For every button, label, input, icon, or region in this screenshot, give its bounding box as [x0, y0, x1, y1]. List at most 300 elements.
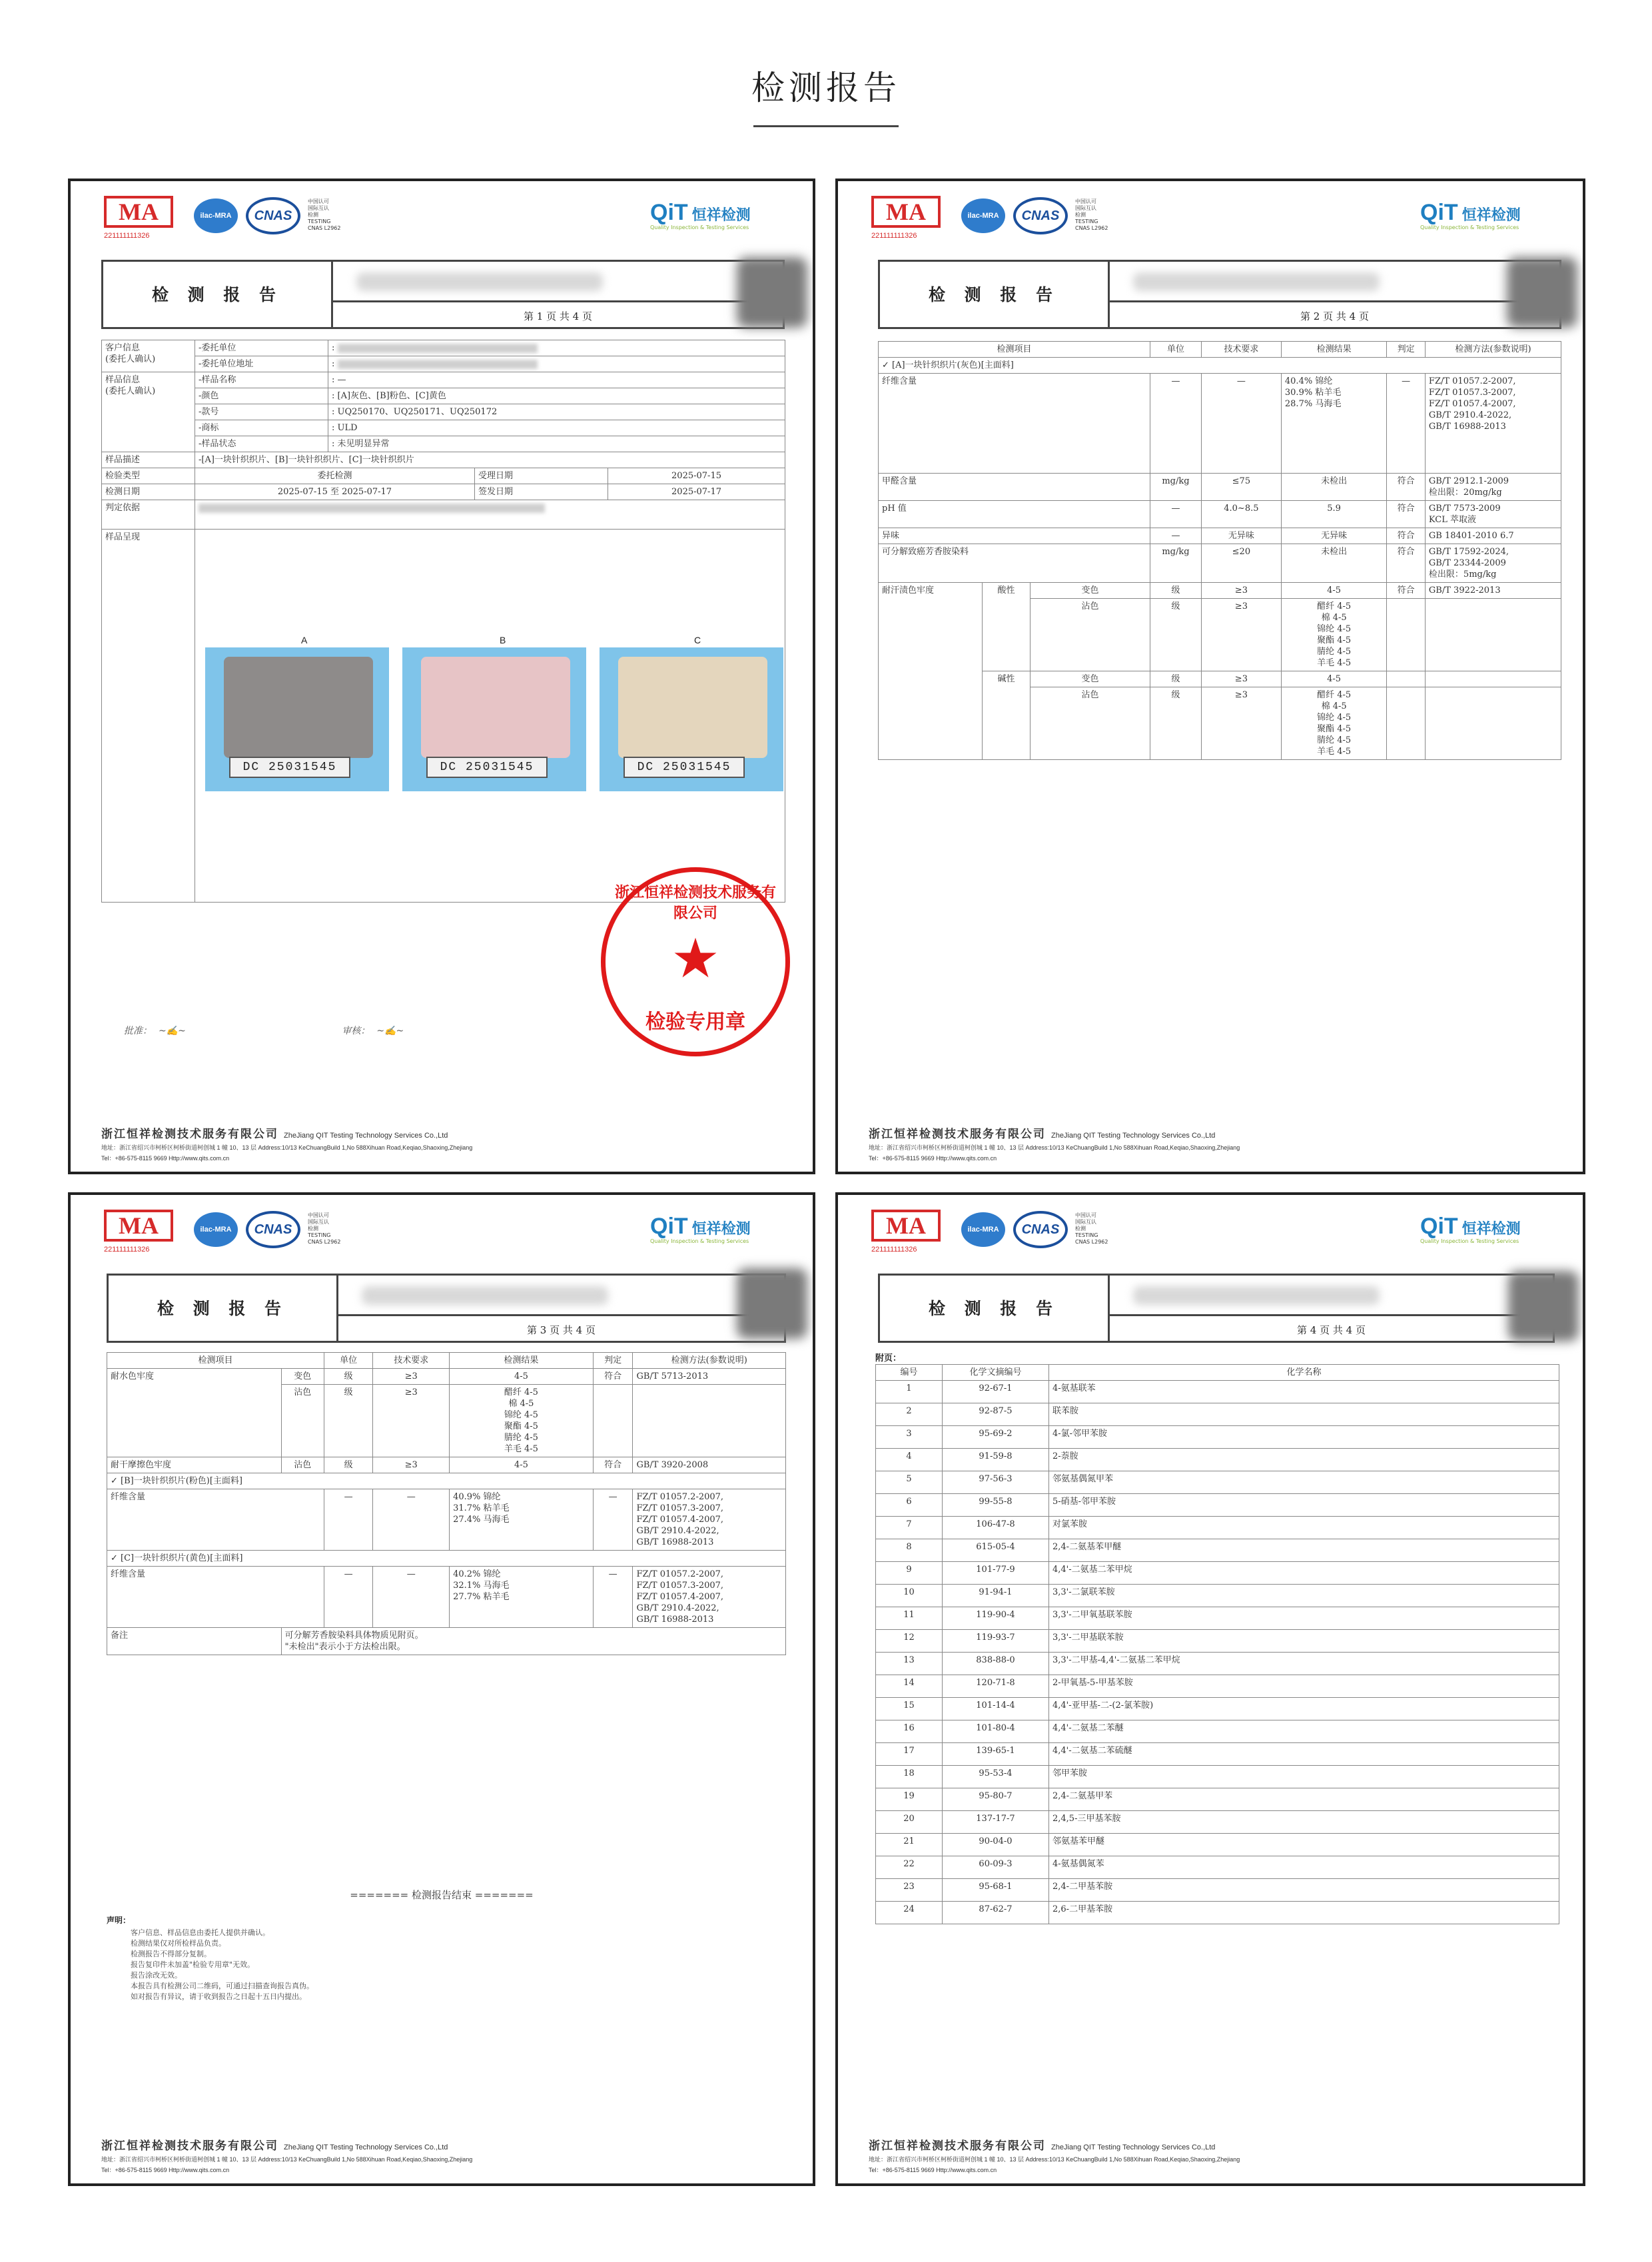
cma-number: 221111111326: [104, 1246, 150, 1254]
table-row: [876, 1879, 1559, 1902]
water-judge: 符合: [593, 1369, 633, 1385]
table-row: [876, 1856, 1559, 1879]
received-date-value: 2025-07-15: [608, 468, 785, 484]
ph-judge: 符合: [1387, 501, 1426, 528]
amine-name: 4,4'-二氨基二苯甲烷: [1049, 1562, 1559, 1585]
report-end-line: ======= 检测报告结束 =======: [350, 1889, 534, 1901]
qit-cn: 恒祥检测: [691, 1220, 751, 1237]
received-date-label: 受理日期: [475, 468, 608, 484]
report-title: 检 测 报 告: [880, 262, 1110, 327]
sweat-req-2: ≥3: [1201, 599, 1281, 671]
sweat-alkali-change-label: 变色: [1031, 671, 1150, 687]
approver-signature: ~✍~: [159, 1026, 186, 1036]
amine-cas: 101-14-4: [943, 1698, 1049, 1720]
fiber-b-method: FZ/T 01057.2-2007, FZ/T 01057.3-2007, FZ/T 01057.4-2007, GB/T 2910.4-2022, GB/T 16988-2013: [633, 1489, 786, 1551]
page-number: 第 2 页 共 4 页: [1110, 300, 1559, 323]
company-name-en: ZheJiang QIT Testing Technology Services Co.,Ltd: [284, 2143, 448, 2151]
rubbing-req: ≥3: [373, 1457, 450, 1473]
fabric-sample-a: [224, 657, 373, 758]
cnas-logo: CNAS: [1013, 197, 1068, 234]
amine-number: 10: [876, 1585, 943, 1607]
odor-req: 无异味: [1201, 528, 1281, 544]
fabric-sample-c: [618, 657, 767, 758]
fiber-b-result: 40.9% 锦纶 31.7% 粘羊毛 27.4% 马海毛: [450, 1489, 594, 1551]
redacted-report-number: [1133, 1286, 1380, 1305]
cma-logo: MA: [871, 196, 941, 228]
qit-mark: QiT: [650, 200, 688, 225]
qit-cn: 恒祥检测: [691, 206, 751, 223]
table-row: [876, 1607, 1559, 1630]
table-row: [876, 1675, 1559, 1698]
col-unit: 单位: [324, 1353, 372, 1369]
amine-name: 3,3'-二甲基-4,4'-二氨基二苯甲烷: [1049, 1653, 1559, 1675]
brand-value: : ULD: [328, 420, 785, 436]
cma-number: 221111111326: [871, 1246, 917, 1254]
amine-name: 邻氨基偶氮甲苯: [1049, 1471, 1559, 1494]
redacted-qr-code: [1507, 257, 1577, 328]
company-name-en: ZheJiang QIT Testing Technology Services Co.,Ltd: [1051, 1132, 1216, 1140]
table-row: [876, 1381, 1559, 1403]
company-name-cn: 浙江恒祥检测技术服务有限公司: [869, 1128, 1046, 1141]
amine-cas: 615-05-4: [943, 1539, 1049, 1562]
section-c-header: ✓ [C]一块针织织片(黄色)[主面料]: [107, 1551, 786, 1567]
report-page-3: [68, 1192, 815, 2186]
formaldehyde-method: GB/T 2912.1-2009 检出限：20mg/kg: [1425, 474, 1561, 501]
sweat-judge-2: [1387, 599, 1426, 671]
sweat-item: 耐汗渍色牢度: [879, 583, 983, 760]
table-row: [876, 1426, 1559, 1449]
page-title: 检测报告: [751, 69, 901, 107]
sweat-method-3: [1425, 671, 1561, 687]
amine-name: 4-氨基偶氮苯: [1049, 1856, 1559, 1879]
amine-number: 9: [876, 1562, 943, 1585]
qit-mark: QiT: [1420, 1214, 1458, 1239]
fiber-b-judge: —: [593, 1489, 633, 1551]
formaldehyde-result: 未检出: [1281, 474, 1386, 501]
amine-name: 2,4-二氨基苯甲醚: [1049, 1539, 1559, 1562]
fiber-b-item: 纤维含量: [107, 1489, 324, 1551]
sweat-unit-4: 级: [1150, 687, 1202, 760]
formaldehyde-unit: mg/kg: [1150, 474, 1202, 501]
amine-cas: 838-88-0: [943, 1653, 1049, 1675]
col-method: 检测方法(参数说明): [633, 1353, 786, 1369]
issue-date-value: 2025-07-17: [608, 484, 785, 500]
amine-cas: 120-71-8: [943, 1675, 1049, 1698]
report-header: [71, 181, 813, 254]
water-item: 耐水色牢度: [107, 1369, 282, 1457]
sample-state-value: : 未见明显异常: [328, 436, 785, 452]
table-row: [876, 1539, 1559, 1562]
report-header: [71, 1195, 813, 1268]
client-unit-label: -委托单位: [195, 340, 328, 356]
sample-name-value: : —: [328, 372, 785, 388]
amine-name: 4-氨基联苯: [1049, 1381, 1559, 1403]
amine-name: 2-萘胺: [1049, 1449, 1559, 1471]
col-judgement: 判定: [1387, 342, 1426, 358]
sweat-judge-3: [1387, 671, 1426, 687]
report-footer: [869, 1124, 1563, 1162]
table-row: [876, 1811, 1559, 1834]
test-type-label: 检验类型: [102, 468, 195, 484]
amine-number: 21: [876, 1834, 943, 1856]
stamp-use-text: 检验专用章: [645, 1010, 745, 1034]
signature-row: 批准： ~✍~ 审核： ~✍~: [124, 1026, 404, 1036]
table-row: [876, 1449, 1559, 1471]
notes-title: 声明：: [107, 1916, 131, 1925]
table-row: [876, 1653, 1559, 1675]
redacted-qr-code: [1508, 1271, 1579, 1341]
amine-name: 3,3'-二氯联苯胺: [1049, 1585, 1559, 1607]
sweat-alkali: 碱性: [983, 671, 1031, 760]
sweat-req-4: ≥3: [1201, 687, 1281, 760]
amine-unit: mg/kg: [1150, 544, 1202, 583]
swatch-b: [402, 647, 586, 791]
cnas-caption: 中国认可 国际互认 检测 TESTING CNAS L2962: [1075, 1212, 1108, 1245]
amine-cas: 92-67-1: [943, 1381, 1049, 1403]
qit-logo: [650, 200, 777, 230]
amine-number: 4: [876, 1449, 943, 1471]
amine-name: 2,4-二甲基苯胺: [1049, 1879, 1559, 1902]
col-unit: 单位: [1150, 342, 1202, 358]
sample-tag-c: DC 25031545: [623, 757, 745, 778]
col-result: 检测结果: [450, 1353, 594, 1369]
col-result: 检测结果: [1281, 342, 1386, 358]
rubbing-unit: 级: [324, 1457, 372, 1473]
amine-name: 4-氯-邻甲苯胺: [1049, 1426, 1559, 1449]
company-address: 地址：浙江省绍兴市柯桥区柯桥街道柯创城 1 幢 10、13 层 Address:10/13 KeChuangBuild 1,No 588Xihuan Road,Keqiao,Shaoxing,Zhejiang: [869, 2156, 1240, 2163]
report-header: [838, 181, 1583, 254]
sweat-judge-4: [1387, 687, 1426, 760]
rubbing-item: 耐干摩擦色牢度: [107, 1457, 282, 1473]
notes-text: 客户信息、样品信息由委托人提供并确认。 检测结果仅对所检样品负责。 检测报告不得部分复制。 报告复印件未加盖"检验专用章"无效。 报告涂改无效。 本报告具有检测公司二维码，可通过扫描查询报告真伪。 如对报告有异议，请于收到报告之日起十五日内提出。: [131, 1928, 314, 2001]
qit-subtitle: Quality Inspection & Testing Services: [650, 1238, 749, 1244]
cma-logo: MA: [104, 1210, 173, 1242]
redacted-report-number: [1133, 272, 1380, 291]
sample-desc-label: 样品描述: [102, 452, 195, 468]
section-b-header: ✓ [B]一块针织织片(粉色)[主面料]: [107, 1473, 786, 1489]
amine-name: 2,4-二氨基甲苯: [1049, 1788, 1559, 1811]
amine-name: 2,4,5-三甲基苯胺: [1049, 1811, 1559, 1834]
amine-number: 22: [876, 1856, 943, 1879]
report-title: 检 测 报 告: [880, 1276, 1110, 1341]
amine-name: 4,4'-二氨基二苯醚: [1049, 1720, 1559, 1743]
report-header: [838, 1195, 1583, 1268]
star-icon: ★: [671, 927, 720, 990]
table-row: [876, 1788, 1559, 1811]
company-name-en: ZheJiang QIT Testing Technology Services Co.,Ltd: [1051, 2143, 1216, 2151]
client-unit-value: :: [328, 340, 785, 356]
sample-tag-b: DC 25031545: [426, 757, 548, 778]
amine-number: 5: [876, 1471, 943, 1494]
fiber-c-method: FZ/T 01057.2-2007, FZ/T 01057.3-2007, FZ/T 01057.4-2007, GB/T 2910.4-2022, GB/T 16988-2013: [633, 1567, 786, 1628]
amine-cas: 99-55-8: [943, 1494, 1049, 1517]
stamp-ring-text: 浙江恒祥检测技术服务有限公司: [615, 884, 777, 922]
table-row: [876, 1494, 1559, 1517]
report-page-4: [835, 1192, 1585, 2186]
report-page-2: [835, 179, 1585, 1174]
ilac-logo: ilac-MRA: [961, 198, 1005, 233]
amine-name: 对氯苯胺: [1049, 1517, 1559, 1539]
sweat-method-2: [1425, 599, 1561, 671]
amine-cas: 119-93-7: [943, 1630, 1049, 1653]
water-judge-2: [593, 1385, 633, 1457]
col-method: 检测方法(参数说明): [1425, 342, 1561, 358]
style-value: : UQ250170、UQ250171、UQ250172: [328, 404, 785, 420]
report-page-1: [68, 179, 815, 1174]
sample-tag-a: DC 25031545: [229, 757, 350, 778]
test-results-table: [107, 1352, 786, 1655]
water-method-2: [633, 1385, 786, 1457]
approver-label: 批准: [124, 1026, 143, 1036]
page-heading: [0, 61, 1652, 127]
qit-cn: 恒祥检测: [1461, 206, 1521, 223]
fiber-c-unit: —: [324, 1567, 372, 1628]
amine-number: 12: [876, 1630, 943, 1653]
cnas-logo: CNAS: [246, 197, 300, 234]
swatch-a: [205, 647, 389, 791]
sample-photo-label: 样品呈现: [102, 530, 195, 903]
sweat-acid: 酸性: [983, 583, 1031, 671]
formaldehyde-req: ≤75: [1201, 474, 1281, 501]
page-number: 第 3 页 共 4 页: [338, 1314, 784, 1337]
amine-name: 联苯胺: [1049, 1403, 1559, 1426]
sweat-req-3: ≥3: [1201, 671, 1281, 687]
fiber-c-result: 40.2% 锦纶 32.1% 马海毛 27.7% 粘羊毛: [450, 1567, 594, 1628]
sweat-req: ≥3: [1201, 583, 1281, 599]
test-date-label: 检测日期: [102, 484, 195, 500]
report-title-box: [101, 260, 785, 329]
table-row: [876, 1630, 1559, 1653]
checker-label: 审核: [342, 1026, 361, 1036]
amine-number: 15: [876, 1698, 943, 1720]
ph-unit: —: [1150, 501, 1202, 528]
table-row: [876, 1403, 1559, 1426]
fiber-req: —: [1201, 374, 1281, 474]
amine-cas: 139-65-1: [943, 1743, 1049, 1766]
amine-cas: 137-17-7: [943, 1811, 1049, 1834]
odor-judge: 符合: [1387, 528, 1426, 544]
amine-number: 3: [876, 1426, 943, 1449]
amine-number: 16: [876, 1720, 943, 1743]
ph-result: 5.9: [1281, 501, 1386, 528]
table-row: [876, 1562, 1559, 1585]
client-address-value: :: [328, 356, 785, 372]
col-judgement: 判定: [593, 1353, 633, 1369]
qit-cn: 恒祥检测: [1461, 1220, 1521, 1237]
water-method: GB/T 5713-2013: [633, 1369, 786, 1385]
amine-name: 2,6-二甲基苯胺: [1049, 1902, 1559, 1924]
sweat-method-4: [1425, 687, 1561, 760]
fiber-judge: —: [1387, 374, 1426, 474]
fabric-sample-b: [421, 657, 570, 758]
water-req-2: ≥3: [373, 1385, 450, 1457]
amine-name: 3,3'-二甲基联苯胺: [1049, 1630, 1559, 1653]
company-name-en: ZheJiang QIT Testing Technology Services Co.,Ltd: [284, 1132, 448, 1140]
report-footer: [101, 2136, 793, 2174]
amine-cas: 91-94-1: [943, 1585, 1049, 1607]
water-stain-label: 沾色: [281, 1385, 324, 1457]
amine-number: 20: [876, 1811, 943, 1834]
amine-req: ≤20: [1201, 544, 1281, 583]
amine-cas: 119-90-4: [943, 1607, 1049, 1630]
amine-number: 23: [876, 1879, 943, 1902]
odor-unit: —: [1150, 528, 1202, 544]
sweat-acid-change: 4-5: [1281, 583, 1386, 599]
amine-judge: 符合: [1387, 544, 1426, 583]
water-stain: 醋纤 4-5 棉 4-5 锦纶 4-5 聚酯 4-5 腈纶 4-5 羊毛 4-5: [450, 1385, 594, 1457]
fiber-b-unit: —: [324, 1489, 372, 1551]
fiber-c-judge: —: [593, 1567, 633, 1628]
company-address: 地址：浙江省绍兴市柯桥区柯桥街道柯创城 1 幢 10、13 层 Address:10/13 KeChuangBuild 1,No 588Xihuan Road,Keqiao,Shaoxing,Zhejiang: [869, 1144, 1240, 1151]
cnas-logo: CNAS: [1013, 1211, 1068, 1248]
ilac-logo: ilac-MRA: [194, 198, 238, 233]
fiber-item: 纤维含量: [879, 374, 1150, 474]
report-title-box: [878, 260, 1561, 329]
amine-name: 3,3'-二甲氧基联苯胺: [1049, 1607, 1559, 1630]
amine-cas: 92-87-5: [943, 1403, 1049, 1426]
sweat-unit-3: 级: [1150, 671, 1202, 687]
brand-label: -商标: [195, 420, 328, 436]
amine-number: 2: [876, 1403, 943, 1426]
sample-name-label: -样品名称: [195, 372, 328, 388]
company-contact: Tel：+86-575-8115 9669 Http://www.qits.com.cn: [101, 2167, 230, 2173]
amine-method: GB/T 17592-2024, GB/T 23344-2009 检出限：5mg/kg: [1425, 544, 1561, 583]
issue-date-label: 签发日期: [475, 484, 608, 500]
amine-number: 24: [876, 1902, 943, 1924]
sample-state-label: -样品状态: [195, 436, 328, 452]
cma-logo: MA: [104, 196, 173, 228]
test-date-value: 2025-07-15 至 2025-07-17: [195, 484, 475, 500]
qit-mark: QiT: [1420, 200, 1458, 225]
water-unit: 级: [324, 1369, 372, 1385]
company-name-cn: 浙江恒祥检测技术服务有限公司: [101, 1128, 278, 1141]
qit-subtitle: Quality Inspection & Testing Services: [650, 224, 749, 230]
report-title-box: [878, 1274, 1555, 1343]
amine-cas: 95-68-1: [943, 1879, 1049, 1902]
water-req: ≥3: [373, 1369, 450, 1385]
amine-name: 邻甲苯胺: [1049, 1766, 1559, 1788]
rubbing-result: 4-5: [450, 1457, 594, 1473]
table-row: [876, 1720, 1559, 1743]
sweat-acid-stain: 醋纤 4-5 棉 4-5 锦纶 4-5 聚酯 4-5 腈纶 4-5 羊毛 4-5: [1281, 599, 1386, 671]
formaldehyde-item: 甲醛含量: [879, 474, 1150, 501]
company-contact: Tel：+86-575-8115 9669 Http://www.qits.com.cn: [101, 1155, 230, 1162]
table-row: [876, 1902, 1559, 1924]
report-title: 检 测 报 告: [109, 1276, 338, 1341]
sample-desc-value: -[A]一块针织织片、[B]一块针织织片、[C]一块针织织片: [195, 452, 785, 468]
qit-subtitle: Quality Inspection & Testing Services: [1420, 224, 1519, 230]
qit-mark: QiT: [650, 1214, 688, 1239]
company-name-cn: 浙江恒祥检测技术服务有限公司: [101, 2139, 278, 2153]
sweat-method: GB/T 3922-2013: [1425, 583, 1561, 599]
amine-cas: 95-69-2: [943, 1426, 1049, 1449]
sweat-alkali-stain: 醋纤 4-5 棉 4-5 锦纶 4-5 聚酯 4-5 腈纶 4-5 羊毛 4-5: [1281, 687, 1386, 760]
sweat-alkali-change: 4-5: [1281, 671, 1386, 687]
table-row: [876, 1698, 1559, 1720]
amine-number: 1: [876, 1381, 943, 1403]
amine-number: 18: [876, 1766, 943, 1788]
company-contact: Tel：+86-575-8115 9669 Http://www.qits.com.cn: [869, 2167, 997, 2173]
sample-info-table: [101, 340, 785, 903]
table-row: [876, 1766, 1559, 1788]
amine-number: 11: [876, 1607, 943, 1630]
amine-number: 17: [876, 1743, 943, 1766]
fiber-unit: —: [1150, 374, 1202, 474]
cnas-logo: CNAS: [246, 1211, 300, 1248]
ph-req: 4.0~8.5: [1201, 501, 1281, 528]
swatch-a-label: A: [301, 635, 308, 645]
client-info-label: 客户信息 (委托人确认): [102, 340, 195, 372]
page-number: 第 4 页 共 4 页: [1110, 1314, 1553, 1337]
fiber-c-req: —: [373, 1567, 450, 1628]
official-stamp: [601, 867, 790, 1056]
fiber-b-req: —: [373, 1489, 450, 1551]
col-item: 检测项目: [879, 342, 1150, 358]
amine-cas: 95-80-7: [943, 1788, 1049, 1811]
test-results-table: [878, 341, 1561, 760]
cnas-caption: 中国认可 国际互认 检测 TESTING CNAS L2962: [1075, 198, 1108, 231]
col-number: 编号: [876, 1365, 943, 1381]
fiber-c-item: 纤维含量: [107, 1567, 324, 1628]
rubbing-method: GB/T 3920-2008: [633, 1457, 786, 1473]
company-address: 地址：浙江省绍兴市柯桥区柯桥街道柯创城 1 幢 10、13 层 Address:10/13 KeChuangBuild 1,No 588Xihuan Road,Keqiao,Shaoxing,Zhejiang: [101, 1144, 473, 1151]
redacted-report-number: [356, 272, 603, 291]
table-row: [876, 1517, 1559, 1539]
ph-item: pH 值: [879, 501, 1150, 528]
swatch-b-label: B: [500, 635, 506, 645]
amine-cas: 101-77-9: [943, 1562, 1049, 1585]
amine-cas: 97-56-3: [943, 1471, 1049, 1494]
sample-info-label: 样品信息 (委托人确认): [102, 372, 195, 452]
redacted-report-number: [362, 1286, 608, 1305]
qit-logo: [650, 1214, 777, 1244]
ilac-logo: ilac-MRA: [961, 1212, 1005, 1247]
basis-label: 判定依据: [102, 500, 195, 530]
amine-name: 4,4'-亚甲基-二-(2-氯苯胺): [1049, 1698, 1559, 1720]
client-address-label: -委托单位地址: [195, 356, 328, 372]
amine-cas: 101-80-4: [943, 1720, 1049, 1743]
table-row: [876, 1834, 1559, 1856]
qit-subtitle: Quality Inspection & Testing Services: [1420, 1238, 1519, 1244]
rubbing-judge: 符合: [593, 1457, 633, 1473]
cma-number: 221111111326: [104, 232, 150, 240]
remark-text: 可分解芳香胺染料具体物质见附页。 "未检出"表示小于方法检出限。: [281, 1628, 785, 1655]
amine-cas: 106-47-8: [943, 1517, 1049, 1539]
report-title: 检 测 报 告: [103, 262, 333, 327]
sweat-acid-change-label: 变色: [1031, 583, 1150, 599]
amine-number: 14: [876, 1675, 943, 1698]
amine-cas: 87-62-7: [943, 1902, 1049, 1924]
amine-number: 13: [876, 1653, 943, 1675]
amine-cas: 91-59-8: [943, 1449, 1049, 1471]
col-cas: 化学文摘编号: [943, 1365, 1049, 1381]
fiber-method: FZ/T 01057.2-2007, FZ/T 01057.3-2007, FZ/T 01057.4-2007, GB/T 2910.4-2022, GB/T 16988-2013: [1425, 374, 1561, 474]
amine-item: 可分解致癌芳香胺染料: [879, 544, 1150, 583]
amine-list-table: [875, 1364, 1559, 1924]
qit-logo: [1420, 200, 1547, 230]
col-chemical-name: 化学名称: [1049, 1365, 1559, 1381]
ph-method: GB/T 7573-2009 KCL 萃取液: [1425, 501, 1561, 528]
color-value: : [A]灰色、[B]粉色、[C]黄色: [328, 388, 785, 404]
water-change-label: 变色: [281, 1369, 324, 1385]
amine-name: 4,4'-二氨基二苯硫醚: [1049, 1743, 1559, 1766]
title-underline: [753, 125, 899, 127]
report-footer: [101, 1124, 793, 1162]
formaldehyde-judge: 符合: [1387, 474, 1426, 501]
water-change: 4-5: [450, 1369, 594, 1385]
amine-cas: 60-09-3: [943, 1856, 1049, 1879]
remark-label: 备注: [107, 1628, 282, 1655]
